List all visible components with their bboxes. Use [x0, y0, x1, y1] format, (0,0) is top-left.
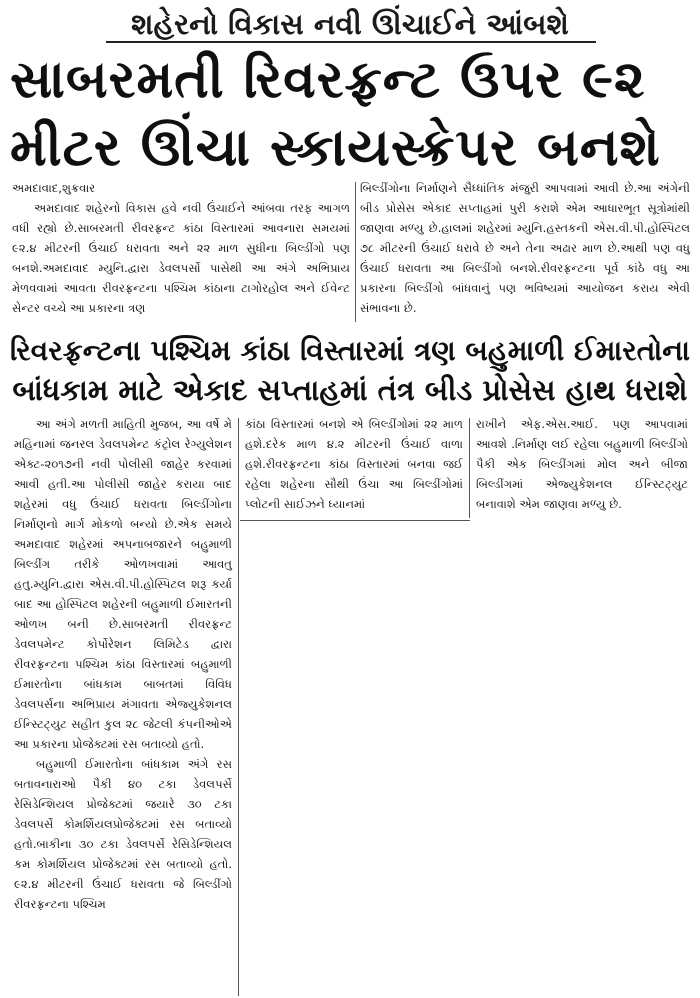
- column-divider: [238, 418, 239, 996]
- lead-column-right: [360, 178, 690, 318]
- dateline: અમદાવાદ,શુક્રવાર: [12, 181, 96, 195]
- column-end-rule: [240, 520, 470, 521]
- column-divider: [355, 182, 356, 322]
- body-paragraph: કાંઠા વિસ્તારમાં બનશે એ બિલ્ડીંગોમાં ૨૨ માળ હશે.દરેક માળ ૪.૨ મીટરની ઉંચાઈ વાળા હશે.રીવરફ્રન્ટના કાંઠા વિસ્તારમાં બનવા જઈ રહેલા શહેરના સૌથી ઉંચા આ બિલ્ડીંગોમાં પ્લોટની સાઈઝને ધ્યાનમાં: [245, 417, 463, 511]
- subheadline-line-2: બાંધકામ માટે એકાદ સપ્તાહમાં તંત્ર બીડ પ્રોસેસ હાથ ધરાશે: [12, 373, 688, 407]
- subheadline-line-1: રિવરફ્રન્ટના પશ્ચિમ કાંઠા વિસ્તારમાં ત્રણ બહુમાળી ઈમારતોના: [9, 334, 690, 367]
- body-paragraph: રાખીને એફ.એસ.આઈ. પણ આપવામાં આવશે .નિર્માણ લઈ રહેલા બહુમાળી બિલ્ડીંગો પૈકી એક બિલ્ડીંગમાં મોલ અને બીજા બિલ્ડીંગમાં એજ્યુકેશનલ ઈન્સ્ટિટ્યુટ બનાવાશે એમ જાણવા મળ્યુ છે.: [476, 417, 688, 511]
- body-column-1: [14, 414, 232, 914]
- lead-paragraph-right: બિલ્ડીંગોના નિર્માણને સૈધ્ધાંતિક મંજુરી આપવામાં આવી છે.આ અંગેની બીડ પ્રોસેસ એકાદ સપ્તાહમાં પુરી કરાશે એમ આધારભૂત સૂત્રોમાંથી જાણવા મળ્યુ છે.હાલમાં શહેરમાં મ્યુનિ.હસ્તકની એસ.વી.પી.હોસ્પિટલ ૭૮ મીટરની ઉંચાઈ ધરાવે છે અને તેના અઢાર માળ છે.આથી પણ વધુ ઉંચાઈ ધરાવતા આ બિલ્ડીંગો બનશે.રીવરફ્રન્ટના પૂર્વ કાંઠે વધુ આ પ્રકારના બિલ્ડીંગો બાંધવાનું પણ ભવિષ્યમાં આયોજન કરાય એવી સંભાવના છે.: [360, 181, 690, 315]
- headline-line-2: મીટર ઊંચા સ્કાયસ્ક્રેપર બનશે: [10, 118, 661, 178]
- body-column-3: [476, 414, 688, 514]
- kicker-underline: [106, 41, 596, 43]
- body-paragraph: બહુમાળી ઈમારતોના બાંધકામ અંગે રસ બતાવનારાઓ પૈકી ૪૦ ટકા ડેવલપર્સે રેસિડેન્શિયલ પ્રોજેક્ટમાં જયારે ૩૦ ટકા ડેવલપર્સે કોમર્શિયલપ્રોજેક્ટમાં રસ બતાવ્યો હતો.બાકીના ૩૦ ટકા ડેવલપર્સે રેસિડેન્શિયલ કમ કોમર્શિયલ પ્રોજેક્ટમાં રસ બતાવ્યો હતો. ૯૨.૪ મીટરની ઉંચાઈ ધરાવતા જે બિલ્ડીંગો રીવરફ્રન્ટના પશ્ચિમ: [14, 757, 232, 911]
- kicker-headline: શહેરનો વિકાસ નવી ઊંચાઈને આંબશે: [131, 7, 569, 41]
- headline-line-1: સાબરમતી રિવરફ્રન્ટ ઉપર ૯૨: [10, 50, 646, 110]
- body-paragraph: આ અંગે મળતી માહિતી મુજબ, આ વર્ષે મે મહિનામાં જનરલ ડેવલપમેન્ટ કંટ્રોલ રેગ્યુલેશન એક્ટ-૨૦૧૭ની નવી પોલીસી જાહેર કરવામાં આવી હતી.આ પોલીસી જાહેર કરાયા બાદ શહેરમાં વધુ ઉંચાઈ ધરાવતા બિલ્ડીંગોના નિર્માણનો માર્ગ મોકળો બન્યો છે.એક સમયે અમદાવાદ શહેરમાં અપનાબજારને બહુમાળી બિલ્ડીંગ તરીકે ઓળખવામાં આવતુ હતુ.મ્યુનિ.દ્વારા એસ.વી.પી.હોસ્પિટલ શરૂ કર્યા બાદ આ હોસ્પિટલ શહેરની બહુમાળી ઈમારતની ઓળખ બની છે.સાબરમતી રીવરફ્રન્ટ ડેવલપમેન્ટ કોર્પોરેશન લિમિટેડ દ્વારા રીવરફ્રન્ટના પશ્ચિમ કાંઠા વિસ્તારમાં બહુમાળી ઈમારતોના બાંધકામ બાબતમાં વિવિધ ડેવલપર્સના અભિપ્રાય મંગાવતા એજ્યુકેશનલ ઈન્સ્ટિટ્યુટ સહીત કુલ ૨૮ જેટલી કંપનીઓએ આ પ્રકારના પ્રોજેક્ટમાં રસ બતાવ્યો હતો.: [14, 417, 232, 751]
- column-divider: [469, 418, 470, 518]
- lead-column-left: [12, 178, 350, 318]
- lead-paragraph-left: અમદાવાદ શહેરનો વિકાસ હવે નવી ઉંચાઈને આંબવા તરફ આગળ વધી રહ્યો છે.સાબરમતી રીવરફ્રન્ટ કાંઠા વિસ્તારમાં આવનારા સમયમાં ૯૨.૪ મીટરની ઉંચાઈ ધરાવતા અને ૨૨ માળ સુધીના બિલ્ડીંગો પણ બનશે.અમદાવાદ મ્યુનિ.દ્વારા ડેવલપર્સો પાસેથી આ અંગે અભિપ્રાય મેળવવામાં આવતા રીવરફ્રન્ટના પશ્ચિમ કાંઠાના ટાગોરહોલ અને ઈવેન્ટ સેન્ટર વચ્ચે આ પ્રકારના ત્રણ: [12, 201, 350, 315]
- body-column-2: [245, 414, 463, 514]
